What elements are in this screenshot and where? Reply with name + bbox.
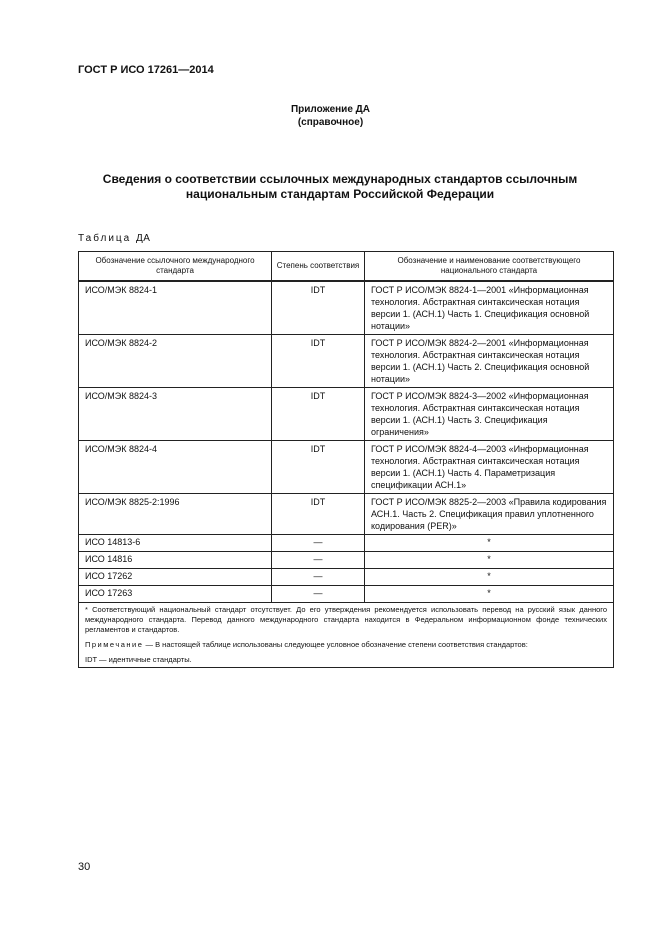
table-row: [79, 586, 614, 603]
document-code: ГОСТ Р ИСО 17261—2014: [78, 64, 214, 76]
header-national-standard: Обозначение и наименование соответствующего национального стандарта: [365, 252, 614, 282]
cell-intl: ИСО/МЭК 8824-3: [79, 388, 272, 441]
cell-degree: —: [272, 569, 365, 586]
table-row: [79, 388, 614, 441]
idt-definition: IDT — идентичные стандарты.: [85, 655, 192, 664]
table-notes-row: [79, 603, 614, 668]
table-label: [78, 233, 150, 244]
table-row: [79, 494, 614, 535]
standards-table: [78, 251, 614, 668]
cell-degree: —: [272, 535, 365, 552]
cell-intl: ИСО 17263: [79, 586, 272, 603]
appendix-subtitle: (справочное): [297, 117, 364, 128]
table-row: [79, 441, 614, 494]
footnote: * Соответствующий национальный стандарт отсутствует. До его утверждения рекомендуется использовать перевод на русский язык данного международного стандарта. Перевод данного международного стандарта находится в Федеральном информационном фонде технических регламентов и стандартов.: [85, 605, 607, 634]
cell-degree: —: [272, 552, 365, 569]
cell-national: ГОСТ Р ИСО/МЭК 8824-4—2003 «Информационная технология. Абстрактная синтаксическая нотация версии 1. (АСН.1) Часть 4. Параметризация спецификации АСН.1»: [365, 441, 614, 494]
appendix-title: Приложение ДА: [290, 104, 371, 115]
cell-degree: IDT: [272, 281, 365, 335]
table-label-word: Таблица: [78, 233, 132, 244]
table-header-row: [79, 252, 614, 282]
table-row: [79, 335, 614, 388]
main-title: [80, 172, 600, 202]
cell-intl: ИСО/МЭК 8824-1: [79, 281, 272, 335]
cell-national: *: [365, 552, 614, 569]
note-text: — В настоящей таблице использованы следующее условное обозначение степени соответствия стандартов:: [145, 640, 528, 649]
cell-degree: IDT: [272, 441, 365, 494]
page-number: 30: [78, 861, 91, 873]
cell-national: *: [365, 569, 614, 586]
table-label-id: ДА: [136, 233, 151, 244]
cell-degree: IDT: [272, 494, 365, 535]
header-degree: Степень соответствия: [272, 252, 365, 282]
cell-national: *: [365, 586, 614, 603]
cell-intl: ИСО/МЭК 8825-2:1996: [79, 494, 272, 535]
cell-national: ГОСТ Р ИСО/МЭК 8824-1—2001 «Информационная технология. Абстрактная синтаксическая нотация версии 1. (АСН.1) Часть 1. Спецификация основной нотации»: [365, 281, 614, 335]
cell-national: ГОСТ Р ИСО/МЭК 8824-3—2002 «Информационная технология. Абстрактная синтаксическая нотация версии 1. (АСН.1) Часть 3. Спецификация ограничения»: [365, 388, 614, 441]
cell-national: ГОСТ Р ИСО/МЭК 8825-2—2003 «Правила кодирования АСН.1. Часть 2. Спецификация правил уплотненного кодирования (PER)»: [365, 494, 614, 535]
header-intl-standard: Обозначение ссылочного международного стандарта: [79, 252, 272, 282]
cell-intl: ИСО 17262: [79, 569, 272, 586]
cell-degree: IDT: [272, 335, 365, 388]
cell-intl: ИСО/МЭК 8824-4: [79, 441, 272, 494]
cell-intl: ИСО 14813-6: [79, 535, 272, 552]
main-title-line-2: национальным стандартам Российской Федерации: [185, 187, 495, 201]
cell-degree: IDT: [272, 388, 365, 441]
table-notes: [79, 603, 614, 668]
cell-national: *: [365, 535, 614, 552]
cell-intl: ИСО/МЭК 8824-2: [79, 335, 272, 388]
cell-national: ГОСТ Р ИСО/МЭК 8824-2—2001 «Информационная технология. Абстрактная синтаксическая нотация версии 1. (АСН.1) Часть 2. Спецификация основной нотации»: [365, 335, 614, 388]
note-label: Примечание: [85, 640, 144, 649]
note: [85, 640, 607, 650]
cell-intl: ИСО 14816: [79, 552, 272, 569]
main-title-line-1: Сведения о соответствии ссылочных международных стандартов ссылочным: [102, 172, 578, 186]
table-row: [79, 552, 614, 569]
table-row: [79, 535, 614, 552]
table-row: [79, 281, 614, 335]
table-row: [79, 569, 614, 586]
appendix-heading: [0, 103, 661, 129]
cell-degree: —: [272, 586, 365, 603]
